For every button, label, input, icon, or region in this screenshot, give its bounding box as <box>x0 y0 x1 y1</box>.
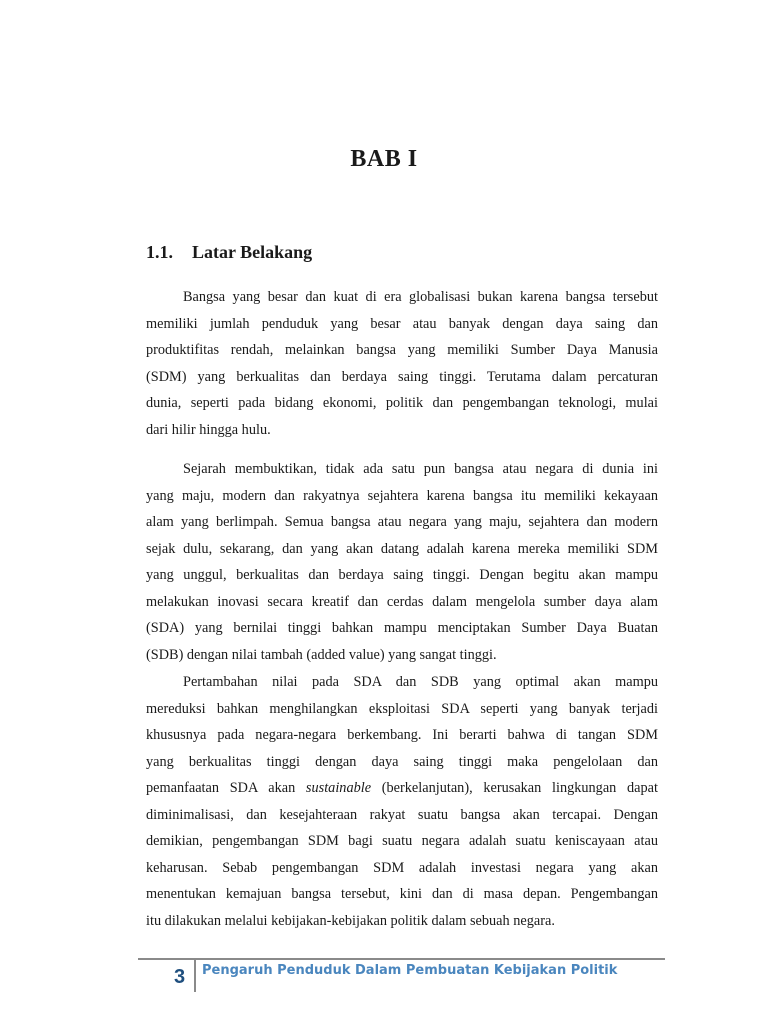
paragraph-line: dari hilir hingga hulu. <box>146 421 271 438</box>
paragraph-line: sejak dulu, sekarang, dan yang akan datang adalah karena mereka memiliki SDM <box>146 540 658 557</box>
paragraph-line: mereduksi bahkan menghilangkan eksploitasi SDA seperti yang banyak terjadi <box>146 700 658 717</box>
paragraph-line: dunia, seperti pada bidang ekonomi, politik dan pengembangan teknologi, mulai <box>146 395 658 411</box>
paragraph-line: (SDB) dengan nilai tambah (added value) yang sangat tinggi. <box>146 646 497 663</box>
paragraph-line: melakukan inovasi secara kreatif dan cerdas dalam mengelola sumber daya alam <box>146 593 658 610</box>
paragraph-3 <box>146 669 658 934</box>
paragraph-2 <box>146 456 658 668</box>
paragraph-line: diminimalisasi, dan kesejahteraan rakyat suatu bangsa akan tercapai. Dengan <box>146 806 658 823</box>
paragraph-line: Sejarah membuktikan, tidak ada satu pun bangsa atau negara di dunia ini <box>183 461 658 477</box>
chapter-title: BAB I <box>350 146 418 172</box>
line-text: pemanfaatan SDA akan <box>146 780 306 796</box>
paragraph-line: memiliki jumlah penduduk yang besar atau banyak dengan daya saing dan <box>146 315 658 332</box>
line-text: (berkelanjutan), kerusakan lingkungan dapat <box>371 780 658 796</box>
paragraph-line: (SDA) yang bernilai tinggi bahkan mampu menciptakan Sumber Daya Buatan <box>146 620 658 636</box>
paragraph-line: (SDM) yang berkualitas dan berdaya saing tinggi. Terutama dalam percaturan <box>146 368 658 385</box>
paragraph-line: Bangsa yang besar dan kuat di era globalisasi bukan karena bangsa tersebut <box>183 289 658 305</box>
page-number: 3 <box>174 966 186 988</box>
paragraph-line: itu dilakukan melalui kebijakan-kebijakan politik dalam sebuah negara. <box>146 912 555 929</box>
footer-divider <box>194 960 196 992</box>
paragraph-line: yang berkualitas tinggi dengan daya saing tinggi maka pengelolaan dan <box>146 753 658 770</box>
footer-rule <box>138 958 665 960</box>
paragraph-line: yang maju, modern dan rakyatnya sejahtera karena bangsa itu memiliki kekayaan <box>146 487 658 504</box>
paragraph-line: demikian, pengembangan SDM bagi suatu negara adalah suatu keniscayaan atau <box>146 833 658 849</box>
paragraph-line: Pertambahan nilai pada SDA dan SDB yang optimal akan mampu <box>183 674 658 690</box>
section-heading <box>146 242 312 263</box>
page-footer <box>0 958 768 998</box>
paragraph-line: khususnya pada negara-negara berkembang. Ini berarti bahwa di tangan SDM <box>146 727 658 743</box>
paragraph-line: yang unggul, berkualitas dan berdaya saing tinggi. Dengan begitu akan mampu <box>146 567 658 583</box>
paragraph-line-with-italic <box>146 775 658 802</box>
italic-term: sustainable <box>305 780 372 796</box>
paragraph-1 <box>146 284 658 443</box>
paragraph-line: produktifitas rendah, melainkan bangsa yang memiliki Sumber Daya Manusia <box>146 342 658 358</box>
section-number: 1.1. <box>146 242 173 262</box>
paragraph-line: menentukan kemajuan bangsa tersebut, kini dan di masa depan. Pengembangan <box>146 886 658 902</box>
section-title: Latar Belakang <box>192 242 313 262</box>
paragraph-line: keharusan. Sebab pengembangan SDM adalah investasi negara yang akan <box>146 859 658 876</box>
paragraph-line: alam yang berlimpah. Semua bangsa atau negara yang maju, sejahtera dan modern <box>146 514 658 530</box>
footer-title: Pengaruh Penduduk Dalam Pembuatan Kebijakan Politik <box>202 963 618 978</box>
